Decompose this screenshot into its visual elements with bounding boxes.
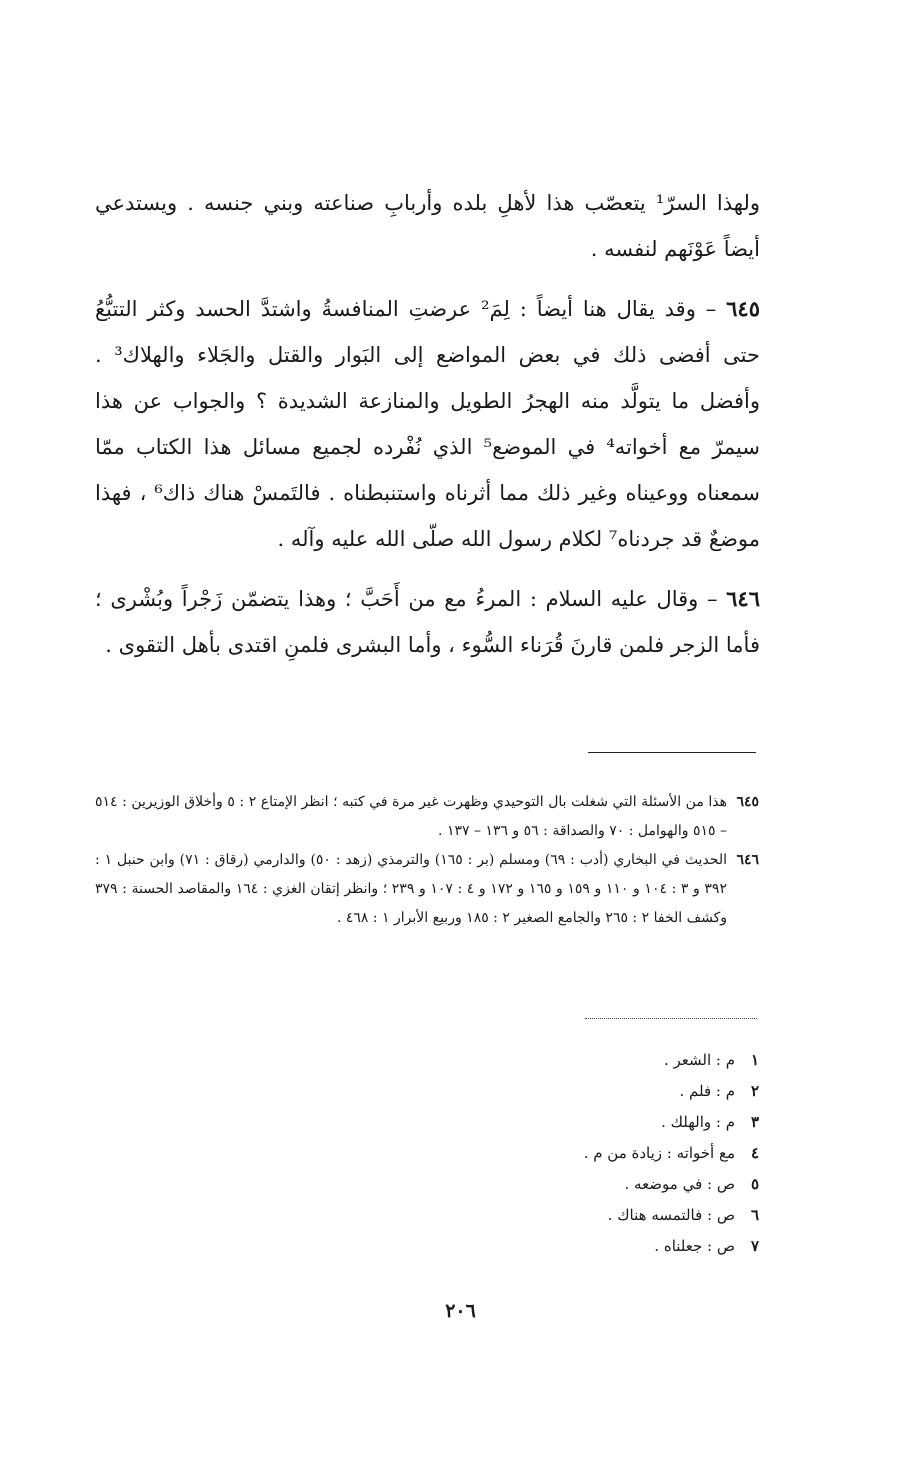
- variant-text: م : والهلك .: [661, 1113, 735, 1131]
- variant-item: [584, 1138, 759, 1169]
- commentary-note: [95, 788, 759, 846]
- variant-number: ٧: [750, 1237, 759, 1255]
- commentary-note: [95, 846, 759, 933]
- variant-text: م : فلم .: [679, 1082, 735, 1100]
- main-text: [95, 180, 760, 682]
- variant-item: [584, 1107, 759, 1138]
- paragraph-645: [95, 286, 760, 562]
- paragraph-646: [95, 576, 760, 668]
- section-number: ٦٤٦: [726, 586, 760, 611]
- variant-item: [584, 1231, 759, 1262]
- variant-number: ٦: [750, 1206, 759, 1224]
- variant-number: ٢: [750, 1082, 759, 1100]
- variant-number: ٣: [750, 1113, 759, 1131]
- note-number: ٦٤٦: [736, 852, 759, 868]
- section-number: ٦٤٥: [726, 296, 760, 321]
- note-text: هذا من الأسئلة التي شغلت بال التوحيدي وظهرت غير مرة في كتبه ؛ انظر الإمتاع ٢ : ٥ وأخلاق الوزيرين : ٥١٤ – ٥١٥ والهوامل : ٧٠ والصداقة : ٥٦ و ١٣٦ – ١٣٧ .: [95, 794, 727, 839]
- variants-separator: [585, 1018, 757, 1019]
- variant-item: [584, 1200, 759, 1231]
- variant-text: ص : في موضعه .: [624, 1175, 735, 1193]
- variant-number: ٥: [750, 1175, 759, 1193]
- paragraph-text: – وقد يقال هنا أيضاً : لِمَ² عرضتِ المنافسةُ واشتدَّ الحسد وكثر التتبُّعُ حتى أفضى ذلك في بعض المواضع إلى البَوار والقتل والجَلاء والهلاك³ . وأفضل ما يتولَّد منه الهجرُ الطويل والمنازعة الشديدة ؟ والجواب عن هذا سيمرّ مع أخواته⁴ في الموضع⁵ الذي نُفْرده لجميع مسائل هذا الكتاب ممّا سمعناه ووعيناه وغير ذلك مما أثرناه واستنبطناه . فالتَمسْ هناك ذاك⁶ ، فهذا موضعٌ قد جردناه⁷ لكلام رسول الله صلّى الله عليه وآله .: [95, 297, 760, 551]
- variant-text: ص : جعلناه .: [654, 1237, 735, 1255]
- variant-item: [584, 1045, 759, 1076]
- variant-text: م : الشعر .: [663, 1051, 735, 1069]
- variant-item: [584, 1076, 759, 1107]
- variant-text: ص : فالتمسه هناك .: [607, 1206, 735, 1224]
- paragraph-text: ولهذا السرّ¹ يتعصّب هذا لأهلِ بلده وأربابِ صناعته وبني جنسه . ويستدعي أيضاً عَوْنَهم لنفسه .: [95, 191, 761, 261]
- variant-number: ١: [750, 1051, 759, 1069]
- page-number: ٢٠٦: [445, 1300, 476, 1322]
- variant-readings: [584, 1045, 759, 1262]
- variant-number: ٤: [750, 1144, 759, 1162]
- note-number: ٦٤٥: [736, 794, 759, 810]
- paragraph-text: – وقال عليه السلام : المرءُ مع من أَحَبَّ ؛ وهذا يتضمّن زَجْراً وبُشْرى ؛ فأما الزجر فلمن قارنَ قُرَناء السُّوء ، وأما البشرى فلمنِ اقتدى بأهل التقوى .: [95, 587, 760, 657]
- footnote-separator: [588, 752, 756, 753]
- variant-item: [584, 1169, 759, 1200]
- note-text: الحديث في البخاري (أدب : ٦٩) ومسلم (بر : ١٦٥) والترمذي (زهد : ٥٠) والدارمي (رقاق : ٧١) وابن حنبل ١ : ٣٩٢ و ٣ : ١٠٤ و ١١٠ و ١٥٩ و ١٦٥ و ١٧٢ و ٤ : ١٠٧ و ٢٣٩ ؛ وانظر إتقان الغزي : ١٦٤ والمقاصد الحسنة : ٣٧٩ وكشف الخفا ٢ : ٢٦٥ والجامع الصغير ٢ : ١٨٥ وربيع الأبرار ١ : ٤٦٨ .: [95, 852, 727, 926]
- commentary-notes: [95, 788, 759, 933]
- paragraph-intro: [95, 180, 760, 272]
- variant-text: مع أخواته : زيادة من م .: [583, 1144, 735, 1162]
